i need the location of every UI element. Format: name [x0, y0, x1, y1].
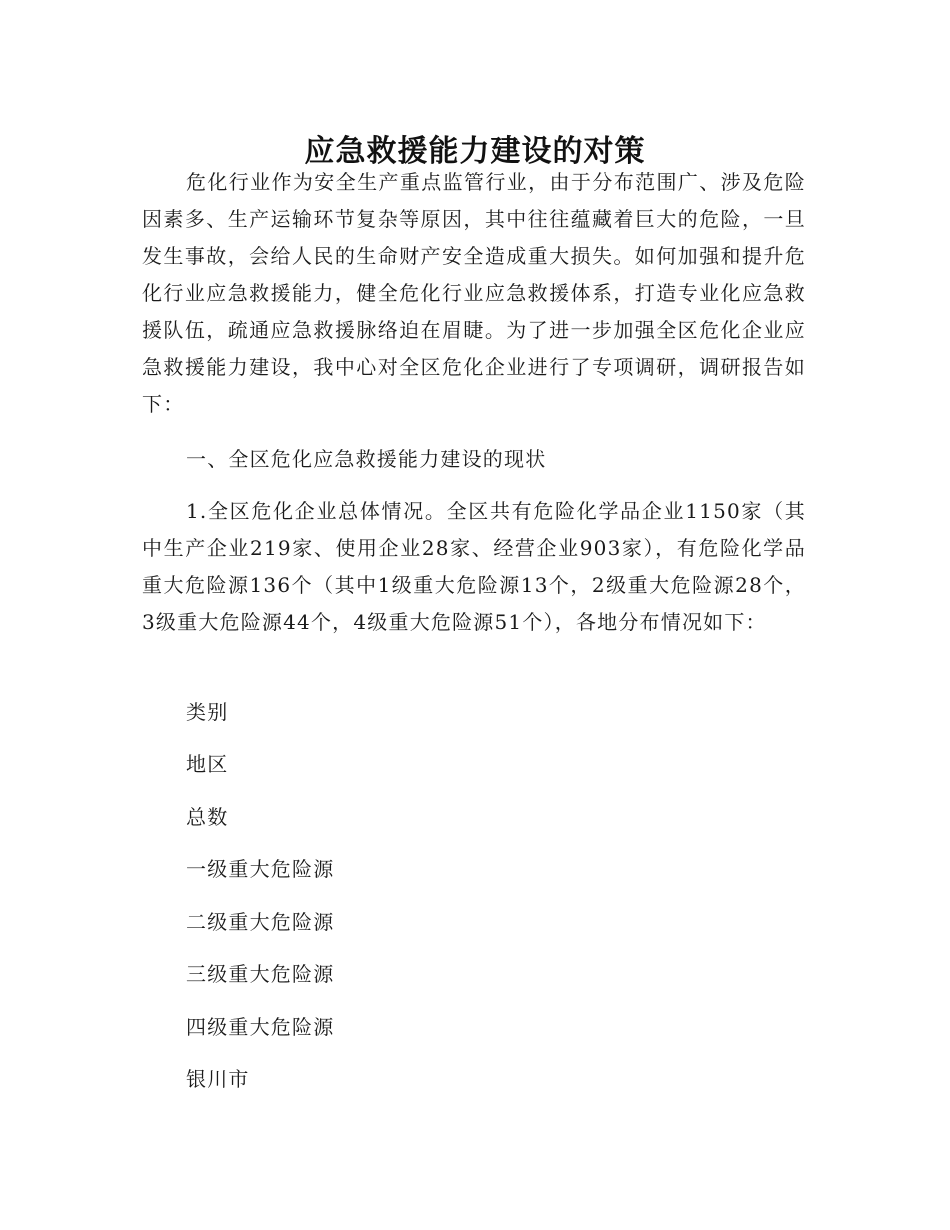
intro-paragraph: 危化行业作为安全生产重点监管行业，由于分布范围广、涉及危险因素多、生产运输环节复杂等原因，其中往往蕴藏着巨大的危险，一旦发生事故，会给人民的生命财产安全造成重大损失。如何加强和提升危化行业应急救援能力，健全危化行业应急救援体系，打造专业化应急救援队伍，疏通应急救援脉络迫在眉睫。为了进一步加强全区危化企业应急救援能力建设，我中心对全区危化企业进行了专项调研，调研报告如下：: [142, 170, 806, 416]
table-item-level-3: 三级重大危险源: [186, 962, 335, 986]
table-item-total: 总数: [186, 805, 229, 829]
table-item-level-1: 一级重大危险源: [186, 857, 335, 881]
section-heading: 一、全区危化应急救援能力建设的现状: [186, 447, 547, 471]
document-title: 应急救援能力建设的对策: [304, 134, 646, 170]
table-item-category: 类别: [186, 700, 229, 724]
table-item-yinchuan: 银川市: [186, 1067, 250, 1091]
overview-paragraph: 1.全区危化企业总体情况。全区共有危险化学品企业1150家（其中生产企业219家、使用企业28家、经营企业903家），有危险化学品重大危险源136个（其中1级重大危险源13个，2级重大危险源28个，3级重大危险源44个，4级重大危险源51个），各地分布情况如下：: [142, 499, 806, 634]
table-item-region: 地区: [186, 752, 229, 776]
table-item-level-2: 二级重大危险源: [186, 910, 335, 934]
table-item-level-4: 四级重大危险源: [186, 1015, 335, 1039]
